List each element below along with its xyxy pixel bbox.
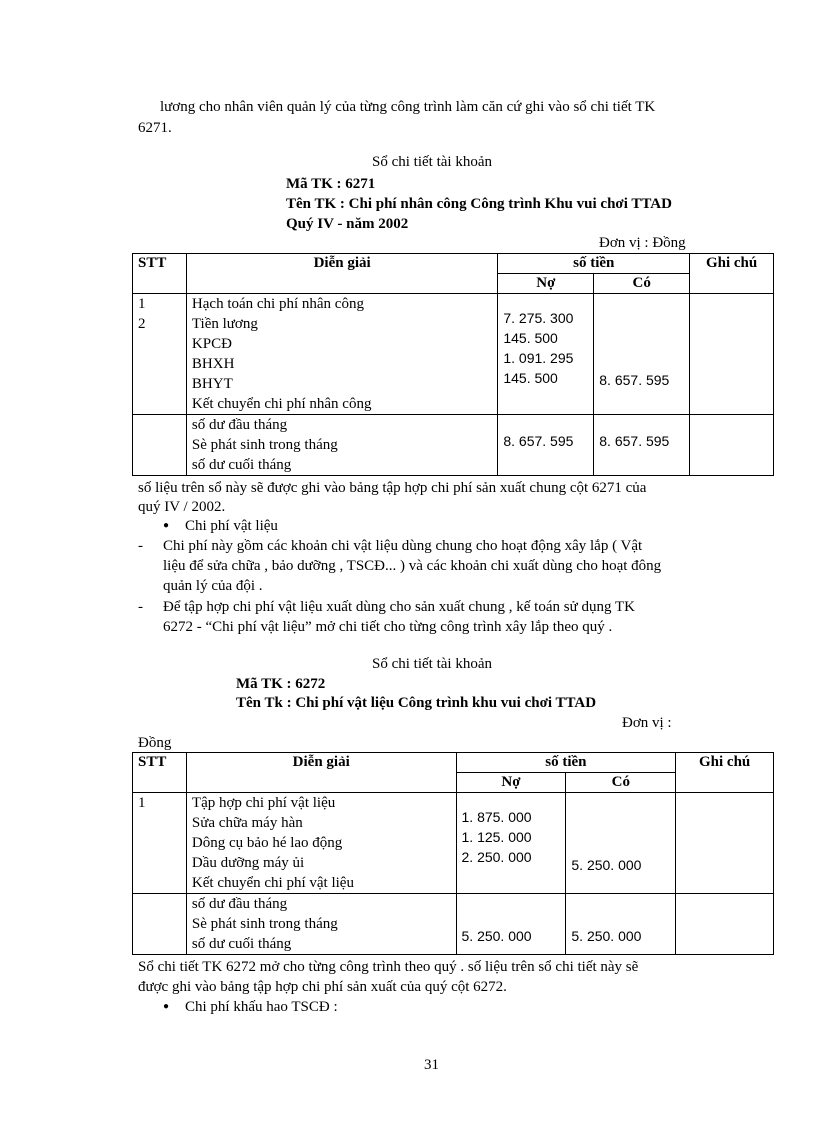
debit-value: 1. 875. 000: [461, 809, 532, 825]
ledger1-period: Quý IV - năm 2002: [286, 216, 409, 232]
ledger1-col-debit: Nợ: [498, 274, 594, 294]
description-line: Kết chuyển chi phí vật liệu: [191, 875, 354, 891]
ledger2-table: [132, 752, 774, 955]
para3-line-1: Sổ chi tiết TK 6272 mở cho từng công trình theo quý . số liệu trên sổ chi tiết này sẽ: [138, 959, 639, 975]
table-row: [133, 894, 774, 955]
debit-value: 7. 275. 300: [503, 310, 574, 326]
ledger2-col-debit: Nợ: [456, 773, 566, 793]
debit-value: 2. 250. 000: [461, 849, 532, 865]
description-line: Dầu dưỡng máy ủi: [191, 855, 305, 871]
para2-line-1: số liệu trên sổ này sẽ được ghi vào bảng tập hợp chi phí sản xuất chung cột 6271 của: [138, 480, 647, 496]
ledger1-heading: Sổ chi tiết tài khoản: [372, 154, 492, 170]
description-line: Hạch toán chi phí nhân công: [191, 296, 364, 312]
debit-value: 1. 091. 295: [503, 350, 574, 366]
ledger1-account-name: Tên TK : Chi phí nhân công Công trình Khu vui chơi TTAD: [286, 196, 672, 212]
summary-line: số dư cuối tháng: [191, 936, 292, 952]
ledger2-col-credit: Có: [566, 773, 676, 793]
bullet-material-cost: ● Chi phí vật liệu: [185, 516, 278, 536]
ledger2-col-note: Ghi chú: [676, 753, 774, 793]
credit-value: 5. 250. 000: [571, 857, 642, 873]
debit-value: 145. 500: [503, 370, 558, 386]
description-line: BHYT: [191, 376, 233, 392]
summary-debit: 5. 250. 000: [461, 928, 532, 944]
summary-credit: 8. 657. 595: [599, 433, 670, 449]
summary-line: số dư đầu tháng: [191, 896, 288, 912]
page-number: 31: [424, 1057, 439, 1073]
ledger2-unit-continued: Đồng: [138, 735, 172, 751]
summary-line: số dư cuối tháng: [191, 457, 292, 473]
stt-cell: 1: [138, 795, 146, 811]
ledger2-account-name: Tên Tk : Chi phí vật liệu Công trình khu vui chơi TTAD: [236, 695, 597, 711]
para3-line-2: được ghi vào bảng tập hợp chi phí sản xuất của quý cột 6272.: [138, 979, 507, 995]
ledger1-unit: Đơn vị : Đồng: [599, 235, 686, 251]
table-row: [133, 793, 774, 894]
summary-debit: 8. 657. 595: [503, 433, 574, 449]
table-row: [133, 294, 774, 415]
dash-marker: -: [138, 538, 143, 554]
ledger1-account-code: Mã TK : 6271: [286, 176, 376, 192]
para2-line-2: quý IV / 2002.: [138, 499, 226, 515]
stt-cell: 1: [138, 296, 146, 312]
ledger1-col-stt: STT: [133, 254, 187, 294]
bullet-depreciation: ● Chi phí khấu hao TSCĐ :: [185, 997, 338, 1017]
description-line: Tập hợp chi phí vật liệu: [191, 795, 336, 811]
summary-credit: 5. 250. 000: [571, 928, 642, 944]
description-line: KPCĐ: [191, 336, 232, 352]
description-line: Tiền lương: [191, 316, 258, 332]
summary-line: Sè phát sinh trong tháng: [191, 916, 338, 932]
para2-dash1-line-3: quản lý của đội .: [163, 578, 263, 594]
ledger2-col-description: Diễn giải: [186, 753, 456, 793]
ledger2-heading: Sổ chi tiết tài khoản: [372, 656, 492, 672]
intro-line-2: 6271.: [138, 120, 172, 136]
ledger1-col-credit: Có: [594, 274, 690, 294]
ledger1-col-description: Diễn giải: [186, 254, 497, 294]
ledger2-unit: Đơn vị :: [622, 715, 672, 731]
ledger1-table: [132, 253, 774, 476]
description-line: Kết chuyển chi phí nhân công: [191, 396, 372, 412]
summary-line: Sè phát sinh trong tháng: [191, 437, 338, 453]
description-line: Dông cụ bảo hé lao động: [191, 835, 343, 851]
table-row: [133, 415, 774, 476]
debit-value: 145. 500: [503, 330, 558, 346]
stt-cell: 2: [138, 316, 146, 332]
description-line: BHXH: [191, 356, 235, 372]
ledger1-col-note: Ghi chú: [690, 254, 774, 294]
summary-line: số dư đầu tháng: [191, 417, 288, 433]
ledger2-col-amount: số tiền: [456, 753, 676, 773]
description-line: Sửa chữa máy hàn: [191, 815, 303, 831]
dash-marker: -: [138, 599, 143, 615]
para2-dash2-line-2: 6272 - “Chi phí vật liệu” mở chi tiết cho từng công trình xây lắp theo quý .: [163, 619, 613, 635]
ledger2-account-code: Mã TK : 6272: [236, 676, 326, 692]
ledger2-col-stt: STT: [133, 753, 187, 793]
credit-value: 8. 657. 595: [599, 372, 670, 388]
debit-value: 1. 125. 000: [461, 829, 532, 845]
para2-dash1-line-2: liệu để sửa chữa , bảo dưỡng , TSCĐ... ) và các khoản chi xuất dùng cho hoạt đông: [163, 558, 662, 574]
ledger1-col-amount: số tiền: [498, 254, 690, 274]
para2-dash1-line-1: Chi phí này gồm các khoản chi vật liệu dùng chung cho hoạt động xây lắp ( Vật: [163, 538, 643, 554]
para2-dash2-line-1: Để tập hợp chi phí vật liệu xuất dùng cho sản xuất chung , kế toán sử dụng TK: [163, 599, 635, 615]
intro-line-1: lương cho nhân viên quản lý của từng công trình làm căn cứ ghi vào sổ chi tiết TK: [160, 99, 656, 115]
